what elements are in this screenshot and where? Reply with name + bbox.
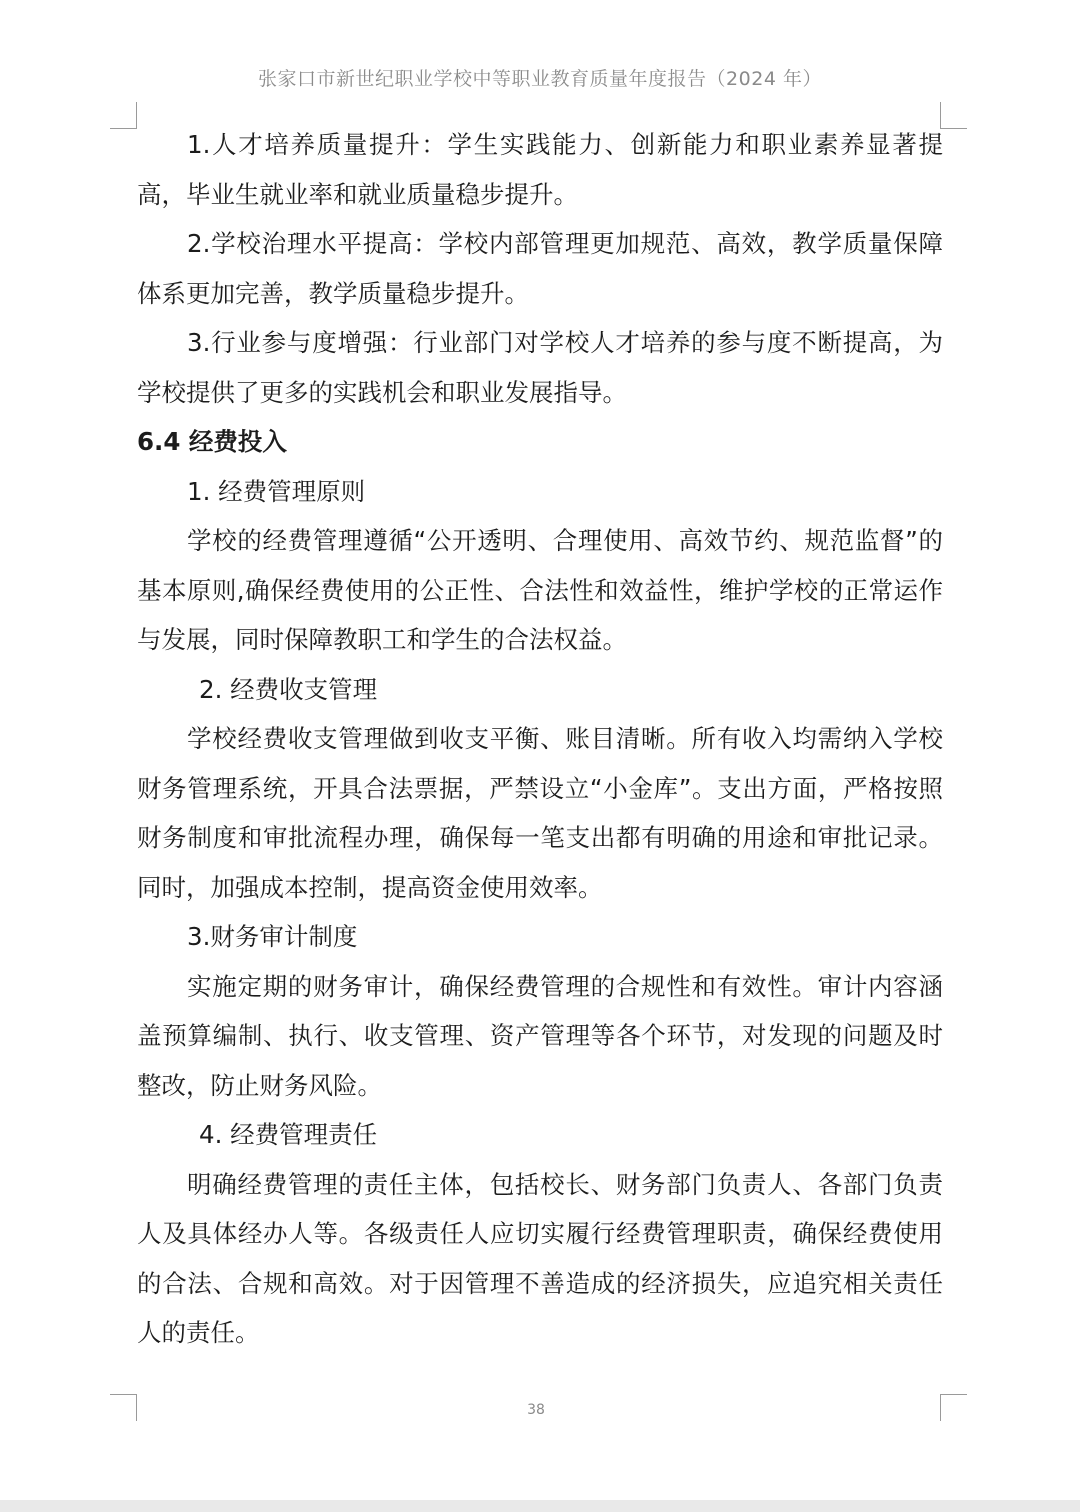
section-heading: 6.4 经费投入 [137,427,287,456]
page-number: 38 [527,1402,545,1418]
paragraph-talent-quality: 1.人才培养质量提升：学生实践能力、创新能力和职业素养显著提高，毕业生就业率和就业质量稳步提升。 [137,130,943,209]
subheading-audit: 3.财务审计制度 [187,922,358,951]
paragraph-audit: 实施定期的财务审计，确保经费管理的合规性和有效性。审计内容涵盖预算编制、执行、收支管理、资产管理等各个环节，对发现的问题及时整改，防止财务风险。 [137,971,943,1100]
paragraph-income-expense: 学校经费收支管理做到收支平衡、账目清晰。所有收入均需纳入学校财务管理系统，开具合法票据，严禁设立“小金库”。支出方面，严格按照财务制度和审批流程办理，确保每一笔支出都有明确的用途和审批记录。同时，加强成本控制，提高资金使用效率。 [137,724,943,902]
subheading-income-expense: 2. 经费收支管理 [199,674,378,704]
crop-mark-top-left [110,102,137,129]
document-body [137,120,943,1358]
subheading-principles: 1. 经费管理原则 [187,476,366,506]
viewer-bottom-bar [0,1500,1080,1512]
paragraph-principles: 学校的经费管理遵循“公开透明、合理使用、高效节约、规范监督”的基本原则,确保经费使用的公正性、合法性和效益性，维护学校的正常运作与发展，同时保障教职工和学生的合法权益。 [137,526,943,654]
paragraph-responsibility: 明确经费管理的责任主体，包括校长、财务部门负责人、各部门负责人及具体经办人等。各级责任人应切实履行经费管理职责，确保经费使用的合法、合规和高效。对于因管理不善造成的经济损失，应追究相关责任人的责任。 [137,1169,943,1347]
page-header: 张家口市新世纪职业学校中等职业教育质量年度报告（2024 年） [258,68,822,90]
subheading-responsibility: 4. 经费管理责任 [199,1120,378,1149]
crop-mark-top-right [940,102,967,129]
paragraph-governance: 2.学校治理水平提高：学校内部管理更加规范、高效，教学质量保障体系更加完善，教学质量稳步提升。 [137,229,943,308]
paragraph-industry-participation: 3.行业参与度增强：行业部门对学校人才培养的参与度不断提高，为学校提供了更多的实践机会和职业发展指导。 [137,328,943,407]
